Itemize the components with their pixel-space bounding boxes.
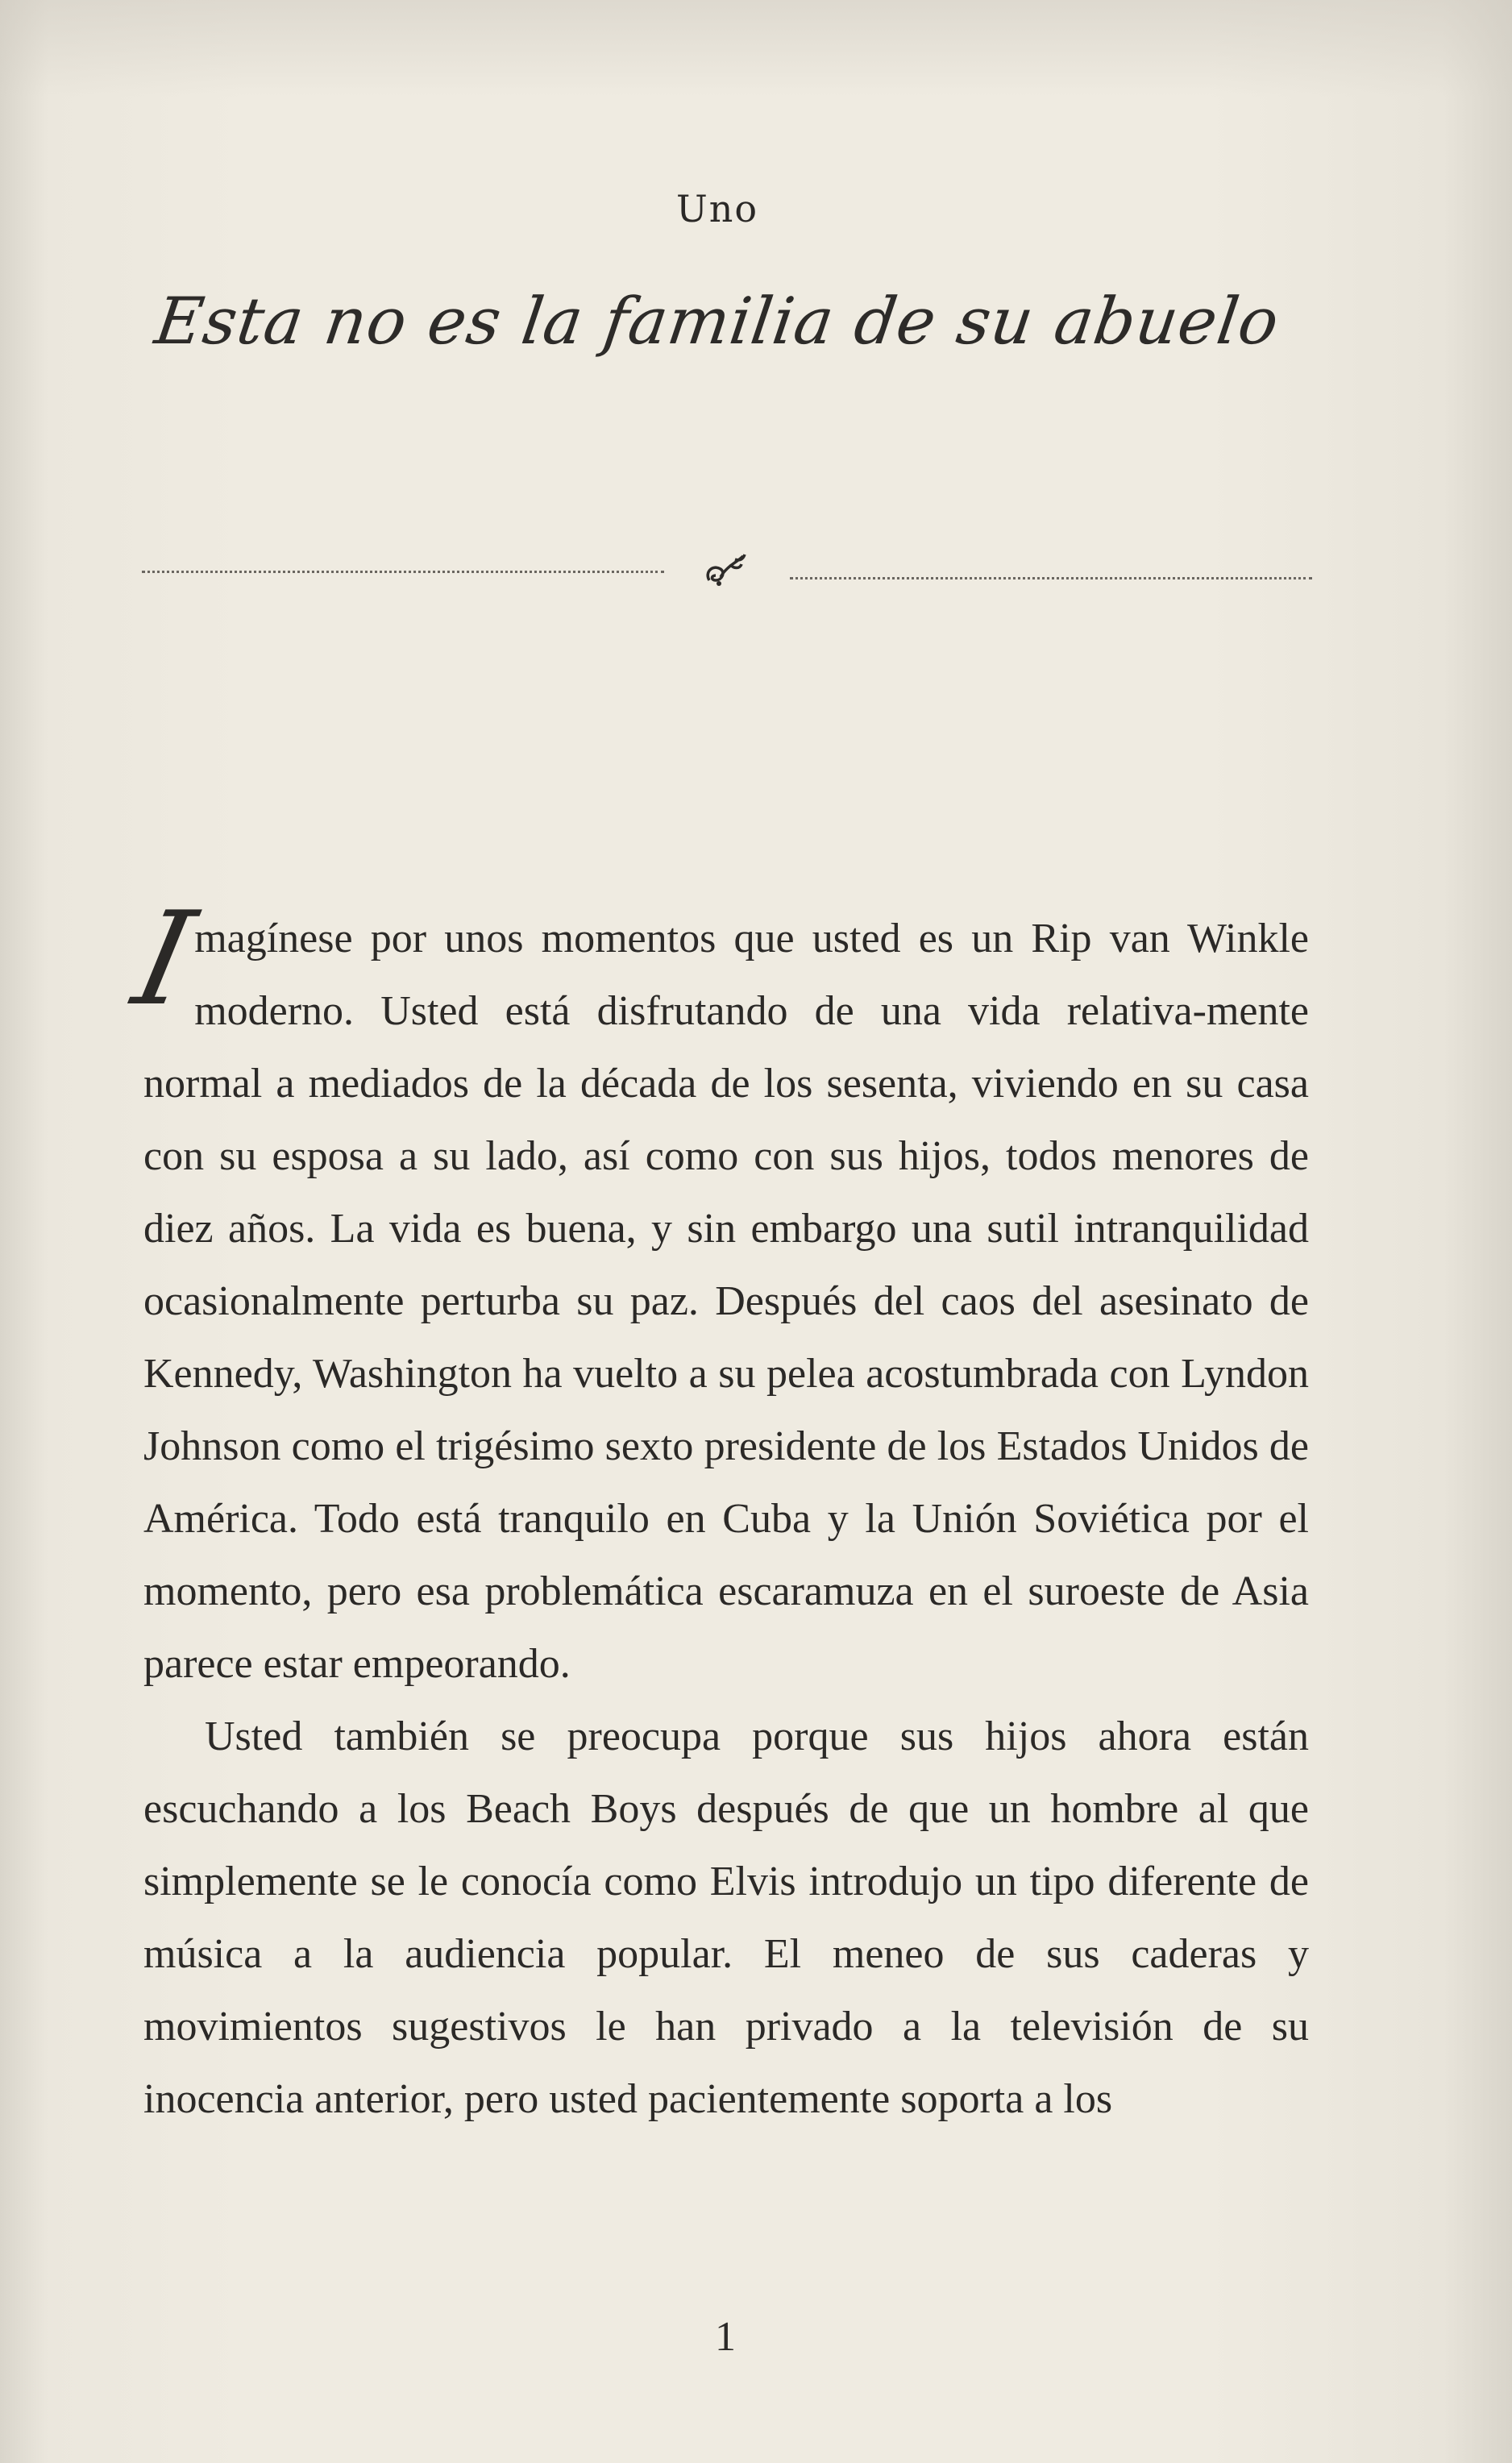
paragraph-1-text: magínese por unos momentos que usted es un Rip van Winkle moderno. Usted está disfrutando de una vida relativa-mente normal a mediados de la década de los sesenta, viviendo en su casa con su esposa a su lado, así como con sus hijos, todos menores de diez años. La vida es buena, y sin embargo una sutil intranquilidad ocasionalmente perturba su paz. Después del caos del asesinato de Kennedy, Washington ha vuelto a su pelea acostumbrada con Lyndon Johnson como el trigésimo sexto presidente de los Estados Unidos de América. Todo está tranquilo en Cuba y la Unión Soviética por el momento, pero esa problemática escaramuza en el suroeste de Asia parece estar empeorando.: [143, 916, 1309, 1687]
paragraph-1: [123, 883, 1309, 1701]
drop-cap: I: [123, 883, 206, 1034]
ornament-rule-right: [790, 577, 1312, 579]
page-number: 1: [715, 2314, 736, 2360]
chapter-number: Uno: [675, 187, 759, 231]
chapter-title: Esta no es la familia de su abuelo: [150, 284, 1285, 359]
paragraph-2: Usted también se preocupa porque sus hijos ahora están escuchando a los Beach Boys después de que un hombre al que simplemente se le conocía como Elvis introdujo un tipo diferente de música a la audiencia popular. El meneo de sus caderas y movimientos sugestivos le han privado a la televisión de su inocencia anterior, pero usted pacientemente soporta a los: [143, 1713, 1309, 2122]
ornament-rule-left: [142, 571, 664, 573]
body-text: [123, 883, 1309, 2136]
fleuron-icon: [698, 545, 754, 593]
